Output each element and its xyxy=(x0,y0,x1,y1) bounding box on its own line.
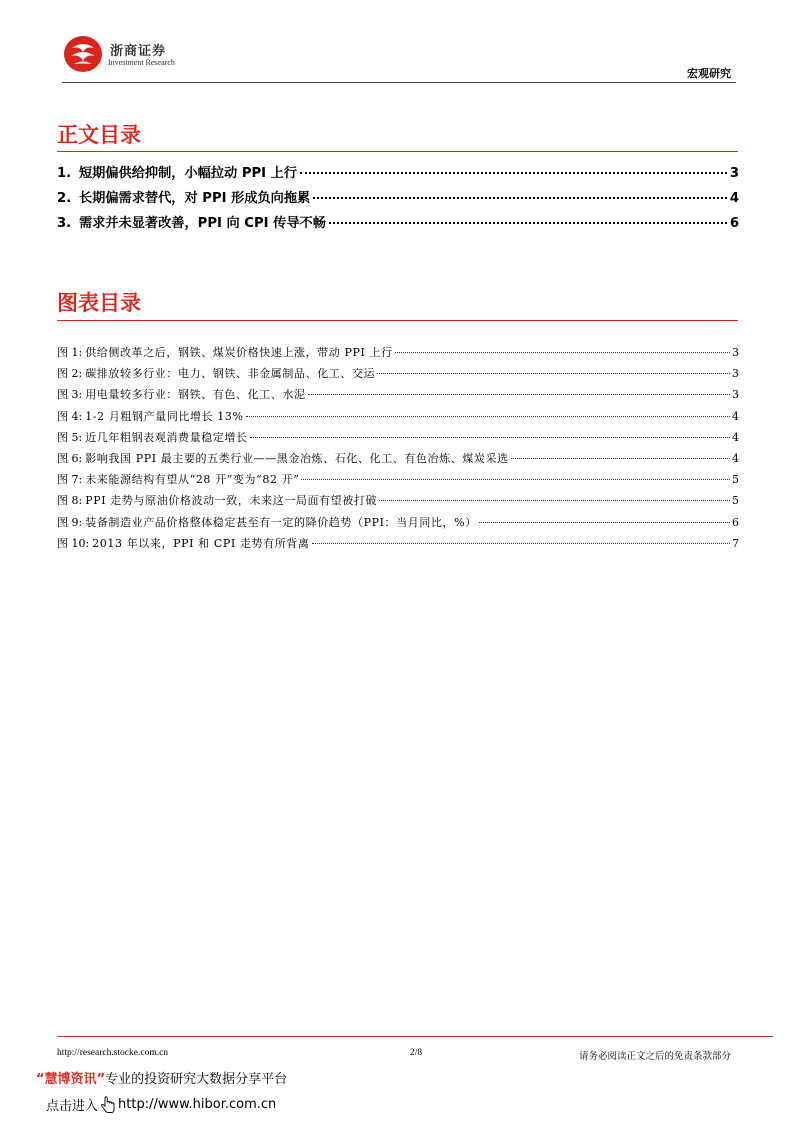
figure-label: 图 5: xyxy=(57,430,83,444)
leader-dots xyxy=(511,458,730,459)
leader-dots xyxy=(301,479,730,480)
toc-item-text: 长期偏需求替代，对 PPI 形成负向拖累 xyxy=(79,191,311,206)
disclaimer-note: 请务必阅读正文之后的免责条款部分 xyxy=(578,1051,731,1062)
figure-page: 4 xyxy=(732,451,739,465)
leader-dots xyxy=(377,373,730,374)
footer-url-link[interactable]: http://research.stocke.com.cn xyxy=(57,1048,169,1058)
figure-label: 图 10: xyxy=(57,536,90,550)
toc-item-text: 需求并未显著改善，PPI 向 CPI 传导不畅 xyxy=(79,216,326,231)
page-number: 2/8 xyxy=(410,1048,423,1058)
figure-page: 7 xyxy=(732,536,739,550)
figure-text: 影响我国 PPI 最主要的五类行业——黑金冶炼、石化、化工、有色冶炼、煤炭采选 xyxy=(85,451,509,465)
logo-mark-icon xyxy=(62,34,104,74)
figure-item-8[interactable] xyxy=(57,492,739,513)
leader-dots xyxy=(329,222,727,224)
figure-label: 图 1: xyxy=(57,346,83,359)
toc-item-3[interactable] xyxy=(57,212,739,237)
figure-label: 图 6: xyxy=(57,451,83,465)
toc-item-text: 短期偏供给抑制，小幅拉动 PPI 上行 xyxy=(79,166,298,181)
figures-list xyxy=(57,344,739,556)
figure-page: 5 xyxy=(732,494,739,508)
leader-dots xyxy=(479,522,730,523)
figure-label: 图 2: xyxy=(57,367,83,381)
figure-label: 图 9: xyxy=(57,515,83,529)
figure-page: 3 xyxy=(732,388,739,402)
toc-item-number: 1. xyxy=(57,166,72,181)
figure-item-2[interactable] xyxy=(57,365,739,386)
promo-quote-open: “ xyxy=(36,1072,45,1087)
figure-label: 图 7: xyxy=(57,473,83,487)
logo-en-text: Investment Research xyxy=(108,58,175,67)
figures-title: 图表目录 xyxy=(57,291,141,315)
header-divider xyxy=(62,82,736,83)
figure-label: 图 4: xyxy=(57,409,83,423)
leader-dots xyxy=(250,437,730,438)
figure-label: 图 8: xyxy=(57,494,83,508)
leader-dots xyxy=(379,500,730,501)
leader-dots xyxy=(308,394,730,395)
figure-item-7[interactable] xyxy=(57,471,739,492)
toc-list xyxy=(57,162,739,237)
footer-divider xyxy=(57,1036,773,1037)
figure-page: 3 xyxy=(732,346,739,359)
leader-dots xyxy=(246,416,730,417)
toc-item-1[interactable] xyxy=(57,162,739,187)
promo-brand: 慧博资讯 xyxy=(44,1072,97,1087)
promo-banner xyxy=(36,1068,287,1087)
company-logo xyxy=(62,34,175,74)
figure-label: 图 3: xyxy=(57,388,83,402)
figure-text: 1-2 月粗钢产量同比增长 13% xyxy=(85,409,244,423)
figure-text: 近几年粗钢表观消费量稳定增长 xyxy=(85,430,248,444)
toc-item-page: 6 xyxy=(729,216,739,231)
toc-title: 正文目录 xyxy=(57,123,141,147)
pointing-hand-icon xyxy=(100,1096,116,1114)
figure-item-5[interactable] xyxy=(57,429,739,450)
figure-page: 5 xyxy=(732,473,739,487)
leader-dots xyxy=(395,352,730,353)
logo-cn-text: 浙商证券 xyxy=(110,44,167,59)
figure-text: 2013 年以来，PPI 和 CPI 走势有所背离 xyxy=(92,536,310,550)
toc-item-2[interactable] xyxy=(57,187,739,212)
leader-dots xyxy=(313,197,727,199)
figure-text: 碳排放较多行业：电力、钢铁、非金属制品、化工、交运 xyxy=(85,367,376,381)
figure-item-9[interactable] xyxy=(57,514,739,535)
figure-page: 4 xyxy=(732,430,739,444)
report-category: 宏观研究 xyxy=(687,67,731,80)
figure-text: 供给侧改革之后，钢铁、煤炭价格快速上涨，带动 PPI 上行 xyxy=(85,346,393,359)
toc-item-number: 3. xyxy=(57,216,72,231)
figure-item-10[interactable] xyxy=(57,535,739,556)
figure-text: 未来能源结构有望从“28 开”变为“82 开” xyxy=(85,473,300,487)
figure-item-4[interactable] xyxy=(57,408,739,429)
figure-item-6[interactable] xyxy=(57,450,739,471)
promo-quote-close: ” xyxy=(96,1072,106,1087)
leader-dots xyxy=(300,172,727,174)
toc-title-rule xyxy=(57,151,738,152)
figure-page: 3 xyxy=(732,367,739,381)
promo-link-row[interactable] xyxy=(46,1095,276,1114)
figure-item-3[interactable] xyxy=(57,386,739,407)
figure-text: 用电量较多行业：钢铁、有色、化工、水泥 xyxy=(85,388,306,402)
promo-click-label: 点击进入 xyxy=(46,1099,99,1114)
leader-dots xyxy=(312,543,731,544)
toc-item-page: 4 xyxy=(729,191,739,206)
promo-slogan: 专业的投资研究大数据分享平台 xyxy=(105,1072,288,1087)
figure-text: PPI 走势与原油价格波动一致，未来这一局面有望被打破 xyxy=(85,494,378,508)
toc-item-page: 3 xyxy=(729,166,739,181)
figure-text: 装备制造业产品价格整体稳定甚至有一定的降价趋势（PPI：当月同比，%） xyxy=(85,515,477,529)
promo-url-link[interactable]: http://www.hibor.com.cn xyxy=(118,1097,277,1112)
figure-page: 6 xyxy=(732,515,739,529)
toc-item-number: 2. xyxy=(57,191,72,206)
figure-item-1[interactable] xyxy=(57,344,739,365)
figures-title-rule xyxy=(57,320,738,321)
figure-page: 4 xyxy=(732,409,739,423)
